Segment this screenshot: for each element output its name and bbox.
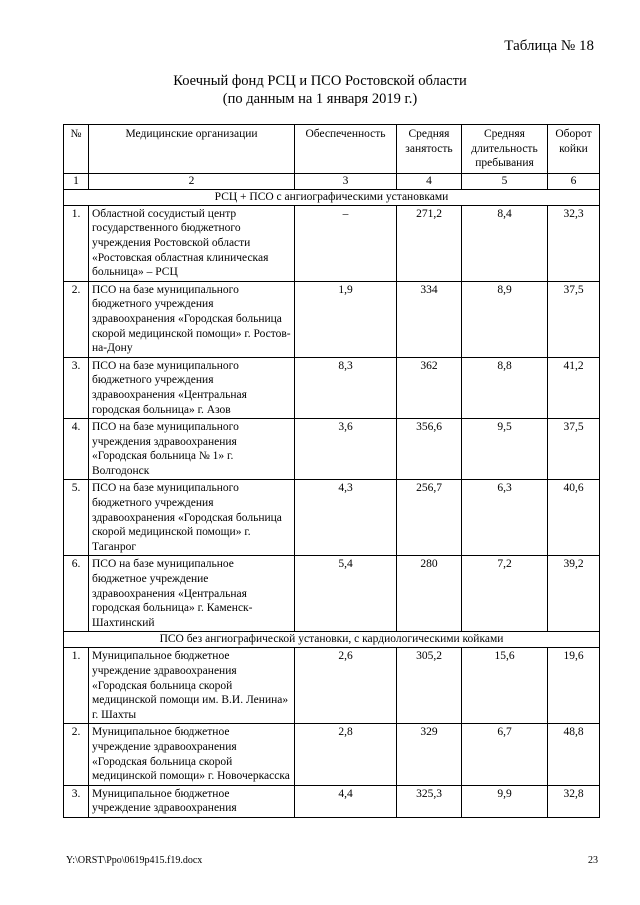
- row-org: ПСО на базе муниципального бюджетного учреждения здравоохранения «Центральная городская больница» г. Азов: [89, 357, 295, 418]
- header-turnover: Оборот койки: [548, 125, 600, 174]
- row-duration: 8,4: [462, 205, 548, 281]
- bed-fund-table: [63, 124, 600, 818]
- table-number: Таблица № 18: [504, 38, 594, 54]
- header-supply: Обеспеченность: [295, 125, 397, 174]
- table-row: [64, 205, 600, 281]
- row-duration: 6,7: [462, 724, 548, 785]
- table-row: [64, 480, 600, 556]
- row-occupancy: 305,2: [397, 648, 462, 724]
- table-row: [64, 281, 600, 357]
- row-occupancy: 356,6: [397, 419, 462, 480]
- row-occupancy: 256,7: [397, 480, 462, 556]
- row-supply: 2,8: [295, 724, 397, 785]
- row-supply: 5,4: [295, 556, 397, 632]
- column-number: 3: [295, 173, 397, 189]
- row-duration: 8,9: [462, 281, 548, 357]
- row-num: 5.: [64, 480, 89, 556]
- table-row: [64, 648, 600, 724]
- row-duration: 8,8: [462, 357, 548, 418]
- header-row: [64, 125, 600, 174]
- row-num: 2.: [64, 724, 89, 785]
- row-num: 1.: [64, 648, 89, 724]
- section-title: ПСО без ангиографической установки, с кардиологическими койками: [64, 632, 600, 648]
- row-num: 2.: [64, 281, 89, 357]
- column-number: 6: [548, 173, 600, 189]
- row-occupancy: 334: [397, 281, 462, 357]
- row-turnover: 32,8: [548, 785, 600, 817]
- row-turnover: 48,8: [548, 724, 600, 785]
- row-supply: 2,6: [295, 648, 397, 724]
- footer-file-path: Y:\ORST\Ppo\0619p415.f19.docx: [66, 855, 203, 866]
- header-org: Медицинские организации: [89, 125, 295, 174]
- row-org: ПСО на базе муниципального бюджетного учреждения здравоохранения «Городская больница скорой медицинской помощи» г. Ростов-на-Дону: [89, 281, 295, 357]
- table-row: [64, 357, 600, 418]
- table-row: [64, 724, 600, 785]
- header-num: №: [64, 125, 89, 174]
- row-supply: 3,6: [295, 419, 397, 480]
- row-duration: 6,3: [462, 480, 548, 556]
- row-num: 4.: [64, 419, 89, 480]
- row-duration: 15,6: [462, 648, 548, 724]
- row-org: ПСО на базе муниципальное бюджетное учреждение здравоохранения «Центральная городская больница» г. Каменск-Шахтинский: [89, 556, 295, 632]
- section-row: [64, 189, 600, 205]
- row-supply: 1,9: [295, 281, 397, 357]
- column-number: 5: [462, 173, 548, 189]
- row-org: Областной сосудистый центр государственного бюджетного учреждения Ростовской области «Ростовская областная клиническая больница» – РСЦ: [89, 205, 295, 281]
- row-num: 3.: [64, 357, 89, 418]
- column-number: 2: [89, 173, 295, 189]
- row-occupancy: 271,2: [397, 205, 462, 281]
- row-org: Муниципальное бюджетное учреждение здравоохранения: [89, 785, 295, 817]
- table-row: [64, 556, 600, 632]
- column-number: 1: [64, 173, 89, 189]
- row-turnover: 41,2: [548, 357, 600, 418]
- column-number-row: [64, 173, 600, 189]
- row-occupancy: 329: [397, 724, 462, 785]
- row-supply: 4,3: [295, 480, 397, 556]
- row-turnover: 37,5: [548, 419, 600, 480]
- header-duration: Средняя длительность пребывания: [462, 125, 548, 174]
- row-occupancy: 362: [397, 357, 462, 418]
- row-supply: 8,3: [295, 357, 397, 418]
- section-title: РСЦ + ПСО с ангиографическими установками: [64, 189, 600, 205]
- title-line-1: Коечный фонд РСЦ и ПСО Ростовской области: [173, 73, 467, 89]
- row-num: 3.: [64, 785, 89, 817]
- row-occupancy: 280: [397, 556, 462, 632]
- row-num: 6.: [64, 556, 89, 632]
- document-title: [0, 72, 640, 108]
- row-occupancy: 325,3: [397, 785, 462, 817]
- row-org: Муниципальное бюджетное учреждение здравоохранения «Городская больница скорой медицинской помощи» г. Новочеркасска: [89, 724, 295, 785]
- row-org: ПСО на базе муниципального бюджетного учреждения здравоохранения «Городская больница скорой медицинской помощи» г. Таганрог: [89, 480, 295, 556]
- table-row: [64, 785, 600, 817]
- row-supply: –: [295, 205, 397, 281]
- row-duration: 9,5: [462, 419, 548, 480]
- row-turnover: 32,3: [548, 205, 600, 281]
- row-num: 1.: [64, 205, 89, 281]
- row-turnover: 37,5: [548, 281, 600, 357]
- row-turnover: 39,2: [548, 556, 600, 632]
- title-line-2: (по данным на 1 января 2019 г.): [222, 91, 418, 107]
- row-duration: 9,9: [462, 785, 548, 817]
- column-number: 4: [397, 173, 462, 189]
- row-turnover: 19,6: [548, 648, 600, 724]
- row-org: Муниципальное бюджетное учреждение здравоохранения «Городская больница скорой медицинской помощи им. В.И. Ленина» г. Шахты: [89, 648, 295, 724]
- header-occupancy: Средняя занятость: [397, 125, 462, 174]
- row-org: ПСО на базе муниципального учреждения здравоохранения «Городская больница № 1» г. Волгодонск: [89, 419, 295, 480]
- table-row: [64, 419, 600, 480]
- section-row: [64, 632, 600, 648]
- row-turnover: 40,6: [548, 480, 600, 556]
- row-duration: 7,2: [462, 556, 548, 632]
- page-number: 23: [588, 855, 598, 866]
- row-supply: 4,4: [295, 785, 397, 817]
